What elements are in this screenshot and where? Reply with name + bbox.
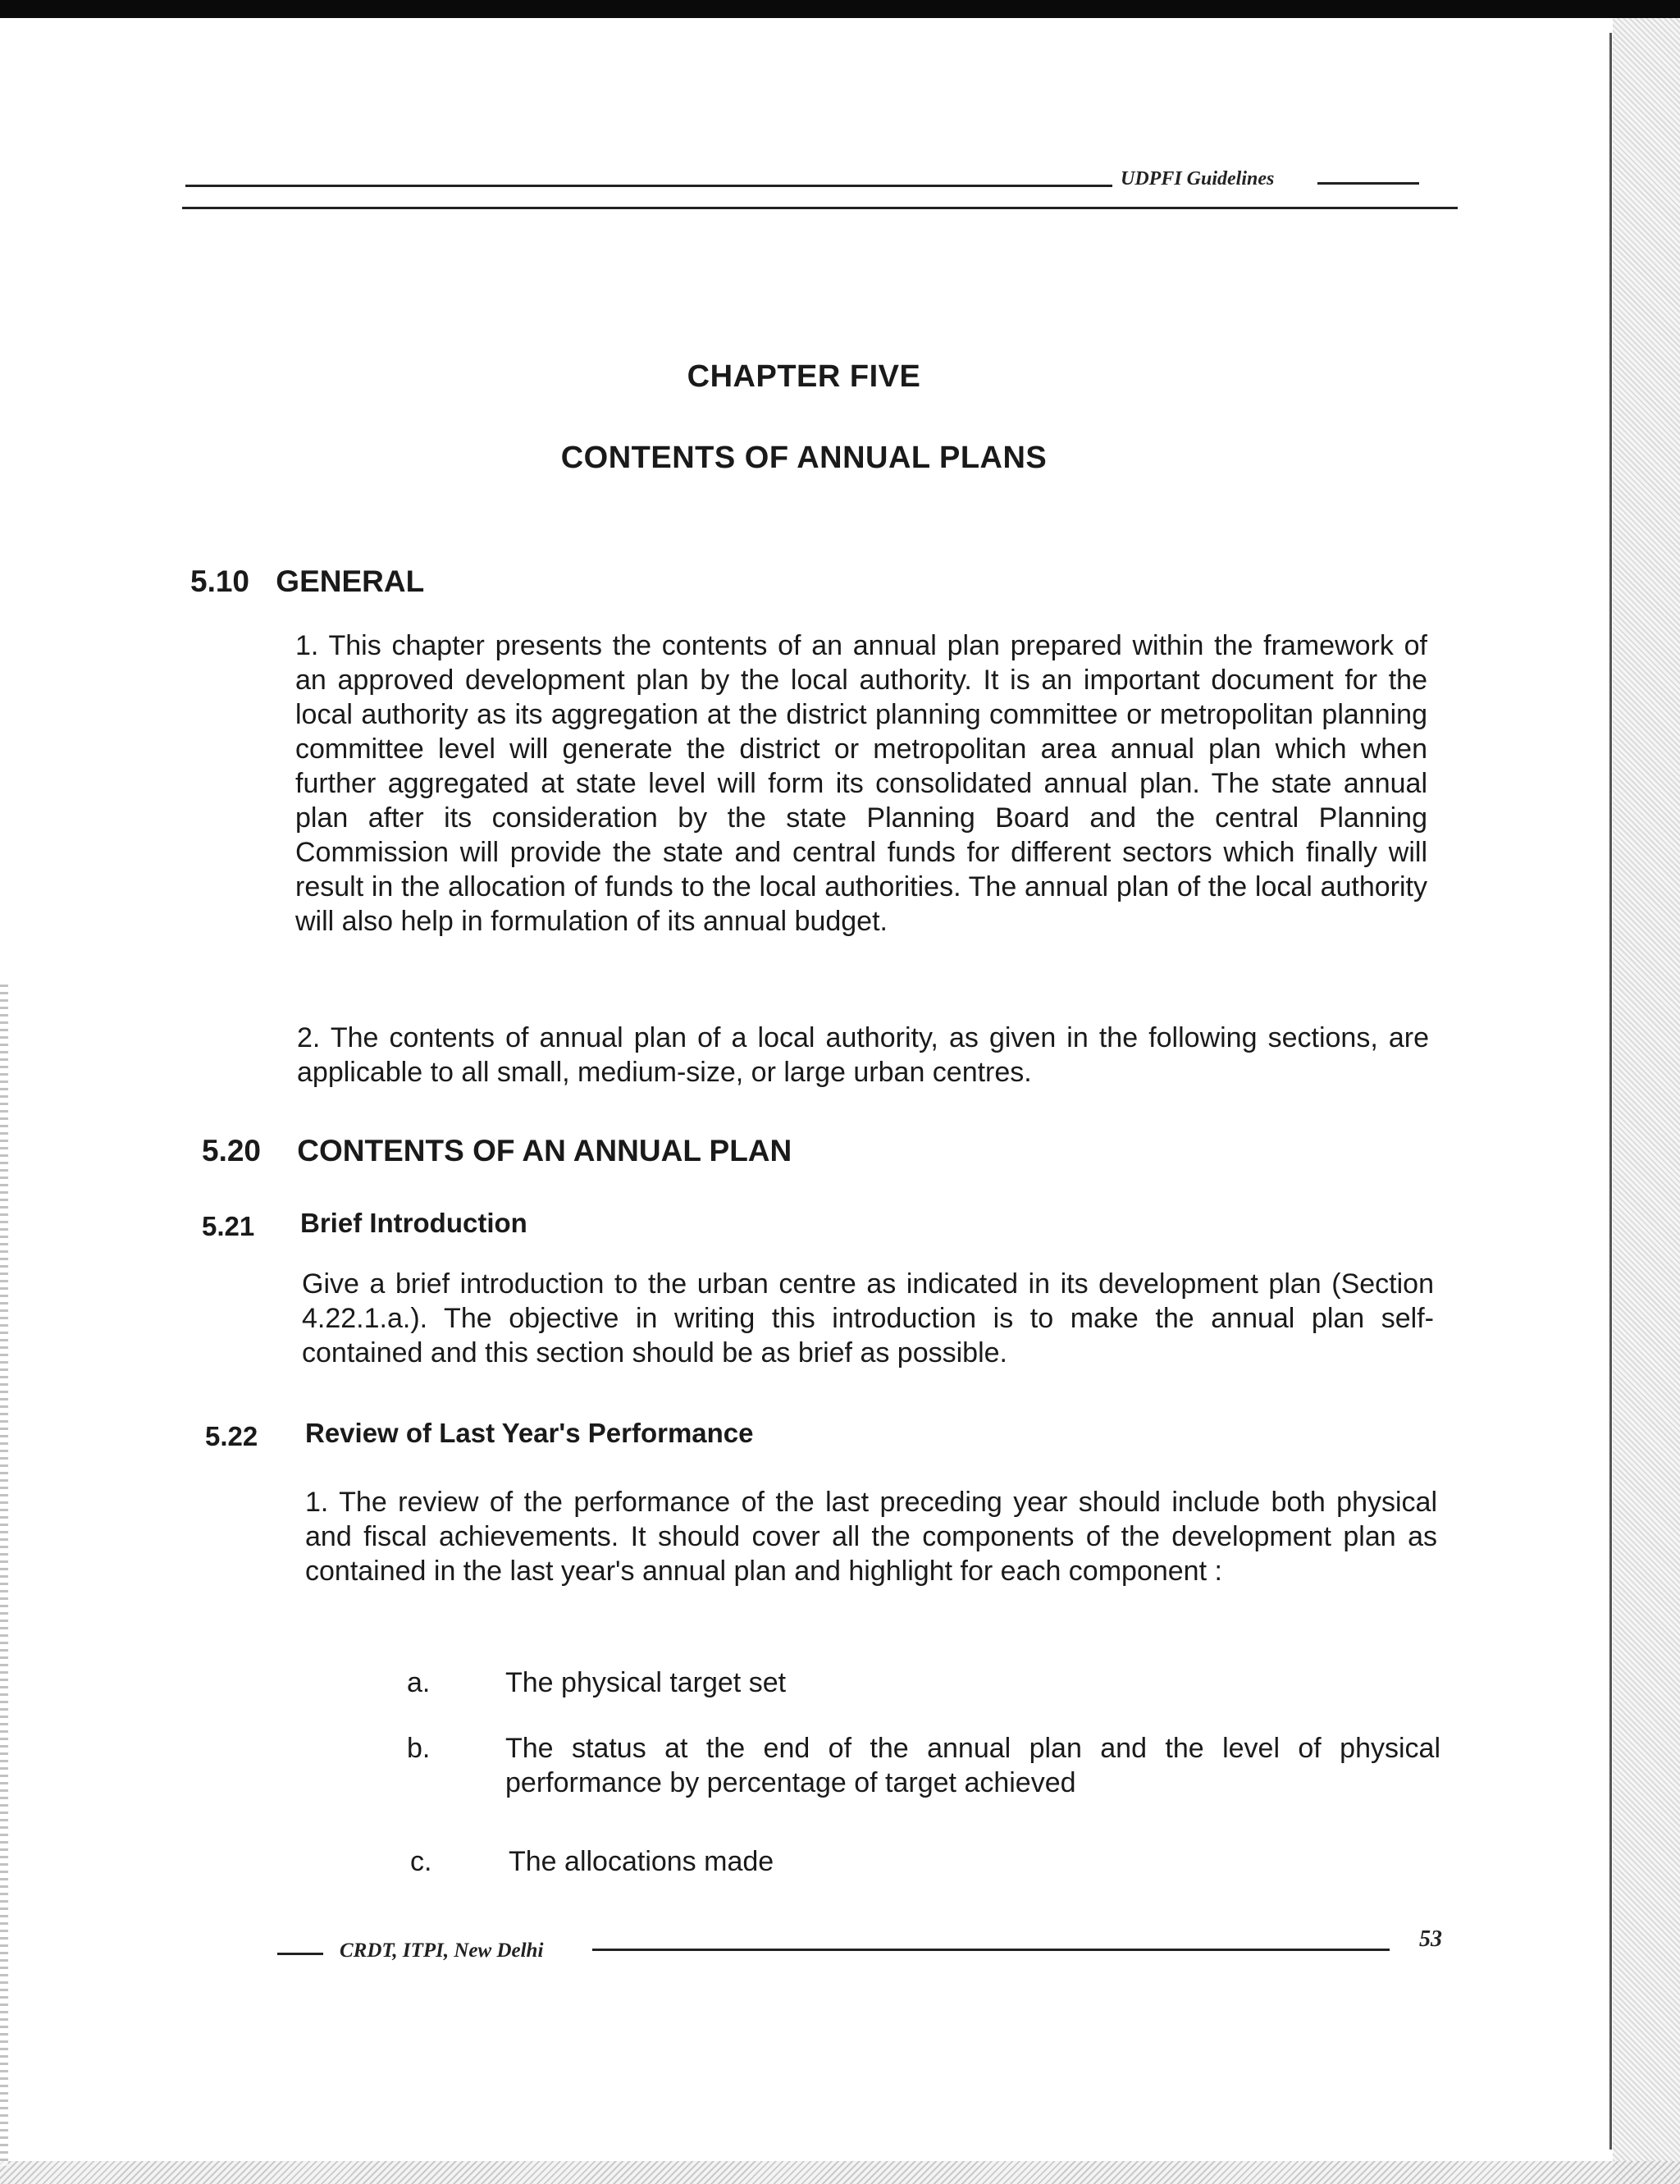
page-number: 53 bbox=[1419, 1926, 1442, 1952]
review-paragraph: 1. The review of the performance of the last preceding year should include both physical and fiscal achievements. It should cover all the components of the development plan as contained in the last year's annual plan and highlight for each component : bbox=[305, 1487, 1437, 1587]
footer-publisher: CRDT, ITPI, New Delhi bbox=[340, 1940, 544, 1962]
chapter-label: CHAPTER FIVE bbox=[687, 359, 921, 394]
section-heading-general bbox=[190, 564, 424, 599]
running-header-title: UDPFI Guidelines bbox=[1121, 168, 1275, 190]
footer-rule-right bbox=[592, 1949, 1390, 1951]
chapter-title: CONTENTS OF ANNUAL PLANS bbox=[560, 441, 1048, 475]
footer-rule-left bbox=[277, 1953, 323, 1955]
general-paragraph-1: 1. This chapter presents the contents of an annual plan prepared within the framework of an approved development plan by the local authority. It is an important document for the local authority as its aggregation at the district planning committee or metropolitan planning committee level will generate the district or metropolitan area annual plan which when further aggregated at state level will form its consolidated annual plan. The state annual plan after its consideration by the state Planning Board and the central Planning Commission will provide the state and central funds for different sectors which finally will result in the allocation of funds to the local authorities. The annual plan of the local authority will also help in formulation of its annual budget. bbox=[295, 630, 1427, 937]
scan-page-edge bbox=[1609, 33, 1612, 2150]
subsection-title: Review of Last Year's Performance bbox=[305, 1418, 754, 1448]
list-marker: a. bbox=[407, 1667, 431, 1698]
header-rule-page bbox=[182, 207, 1458, 209]
list-marker: c. bbox=[410, 1846, 432, 1877]
list-text: The status at the end of the annual plan and the level of physical performance by percentage of target achieved bbox=[505, 1733, 1440, 1798]
list-text: The physical target set bbox=[505, 1667, 787, 1698]
scan-border-right bbox=[1613, 18, 1680, 2184]
header-rule-left bbox=[185, 185, 1112, 187]
subsection-title: Brief Introduction bbox=[300, 1208, 527, 1238]
subsection-number: 5.22 bbox=[205, 1421, 258, 1451]
header-rule-right bbox=[1317, 182, 1419, 185]
general-paragraph-2: 2. The contents of annual plan of a local authority, as given in the following sections, are applicable to all small, medium-size, or large urban centres. bbox=[297, 1022, 1429, 1088]
scan-border-left bbox=[0, 985, 8, 2166]
subsection-number: 5.21 bbox=[202, 1211, 255, 1241]
scan-border-bottom bbox=[0, 2161, 1680, 2184]
section-title: CONTENTS OF AN ANNUAL PLAN bbox=[297, 1134, 792, 1167]
list-text: The allocations made bbox=[509, 1846, 774, 1877]
section-title: GENERAL bbox=[276, 564, 425, 598]
section-number: 5.20 bbox=[202, 1134, 262, 1167]
brief-intro-paragraph: Give a brief introduction to the urban centre as indicated in its development plan (Section 4.22.1.a.). The objective in writing this introduction is to make the annual plan self-contained and this section should be as brief as possible. bbox=[302, 1268, 1434, 1368]
section-number: 5.10 bbox=[190, 564, 250, 598]
scan-border-top bbox=[0, 0, 1680, 18]
list-marker: b. bbox=[407, 1733, 431, 1764]
section-heading-contents bbox=[202, 1134, 792, 1168]
